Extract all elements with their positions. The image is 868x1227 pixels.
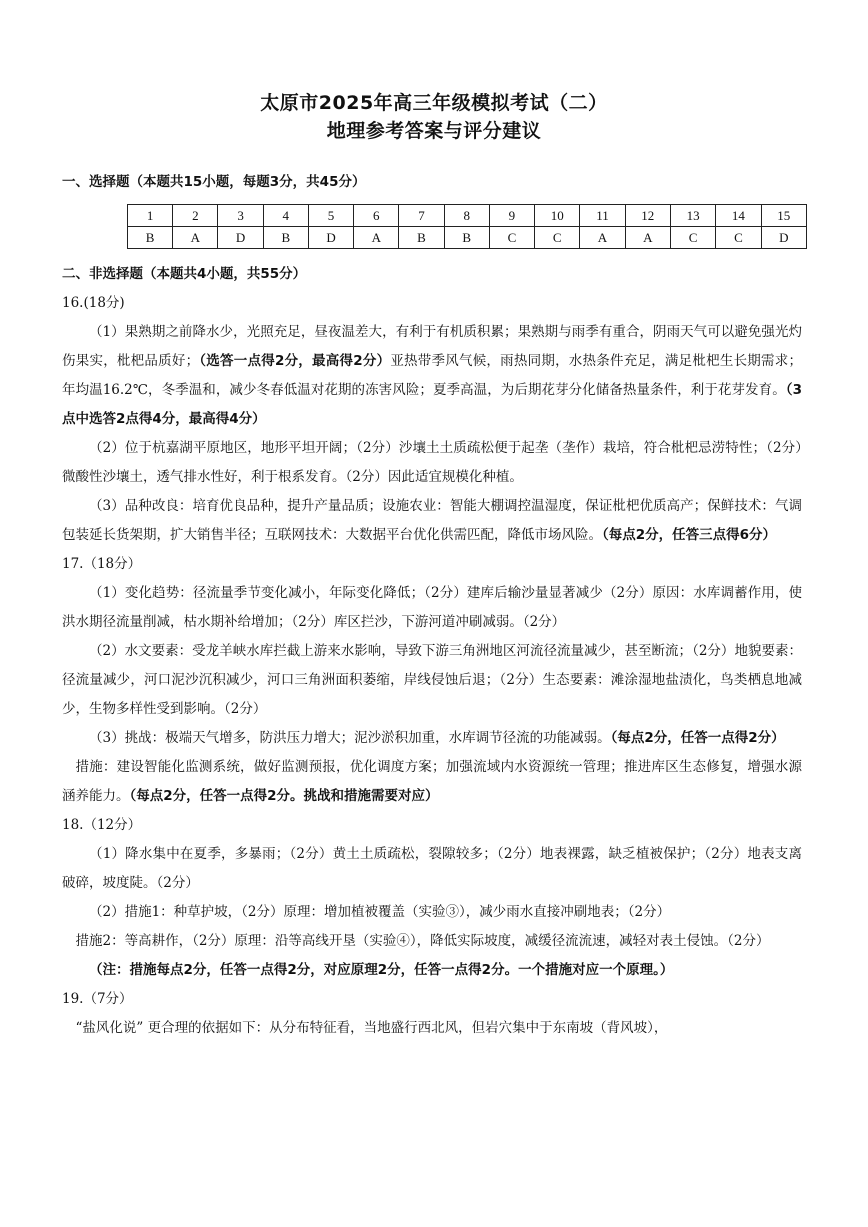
table-cell: 3 xyxy=(218,205,263,227)
table-cell: A xyxy=(354,227,399,249)
table-cell: 10 xyxy=(535,205,580,227)
q17-measures-text: 措施：建设智能化监测系统，做好监测预报，优化调度方案；加强流域内水资源统一管理；推进库区生态修复，增强水源涵养能力。 xyxy=(62,759,802,804)
q17-part1: （1）变化趋势：径流量季节变化减小，年际变化降低；（2分）建库后输沙量显著减少（2分）原因：水库调蓄作用，使洪水期径流量削减，枯水期补给增加；（2分）库区拦沙，下游河道冲刷减弱。（2分） xyxy=(62,585,802,630)
q16-part1 xyxy=(62,318,802,434)
q18-note: （注：措施每点2分，任答一点得2分，对应原理2分，任答一点得2分。一个措施对应一个原理。） xyxy=(89,962,674,978)
table-cell: B xyxy=(444,227,489,249)
table-cell: C xyxy=(489,227,534,249)
q18-part1: （1）降水集中在夏季，多暴雨；（2分）黄土土质疏松，裂隙较多；（2分）地表裸露，缺乏植被保护；（2分）地表支离破碎，坡度陡。（2分） xyxy=(62,846,802,891)
q17-part3-text: （3）挑战：极端天气增多，防洪压力增大；泥沙淤积加重，水库调节径流的功能减弱。 xyxy=(89,730,611,746)
answer-body xyxy=(62,289,802,1043)
table-cell: A xyxy=(625,227,670,249)
q17-part3 xyxy=(62,724,802,753)
q17-part3-scoring: （每点2分，任答一点得2分） xyxy=(610,730,785,746)
q16-part1-scoring2: （3点中选答2点得4分，最高得4分） xyxy=(62,382,802,427)
q17-measures-scoring: （每点2分，任答一点得2分。挑战和措施需要对应） xyxy=(129,788,439,804)
q16-part3-scoring: （每点2分，任答三点得6分） xyxy=(602,527,777,543)
table-cell: 13 xyxy=(670,205,715,227)
table-cell: 8 xyxy=(444,205,489,227)
table-cell: D xyxy=(761,227,806,249)
table-cell: 2 xyxy=(173,205,218,227)
page-title: 太原市2025年高三年级模拟考试（二） xyxy=(260,92,608,114)
question-number-row xyxy=(128,205,807,227)
table-cell: A xyxy=(173,227,218,249)
section1-heading: 一、选择题（本题共15小题，每题3分，共45分） xyxy=(62,174,366,190)
table-cell: 11 xyxy=(580,205,625,227)
q19-label: 19.（7分） xyxy=(62,991,133,1007)
answer-row xyxy=(128,227,807,249)
q18-label: 18.（12分） xyxy=(62,817,142,833)
choice-answer-table xyxy=(127,204,807,249)
q18-measure2: 措施2：等高耕作，（2分）原理：沿等高线开垦（实验④），降低实际坡度，减缓径流流速，减轻对表土侵蚀。（2分） xyxy=(75,933,770,949)
table-cell: A xyxy=(580,227,625,249)
table-cell: D xyxy=(218,227,263,249)
q16-part1-text: （1）果熟期之前降水少，光照充足，昼夜温差大，有利于有机质积累；果熟期与雨季有重合，阴雨天气可以避免强光灼伤果实，枇杷品质好； xyxy=(62,324,802,369)
table-cell: 5 xyxy=(308,205,353,227)
table-cell: 9 xyxy=(489,205,534,227)
table-cell: 7 xyxy=(399,205,444,227)
q17-measures xyxy=(62,753,802,811)
table-cell: B xyxy=(128,227,173,249)
q19-part1: “盐风化说” 更合理的依据如下：从分布特征看，当地盛行西北风，但岩穴集中于东南坡（背风坡）， xyxy=(75,1020,668,1036)
table-cell: 1 xyxy=(128,205,173,227)
q16-part2: （2）位于杭嘉湖平原地区，地形平坦开阔；（2分）沙壤土土质疏松便于起垄（垄作）栽培，符合枇杷忌涝特性；（2分）微酸性沙壤土，透气排水性好，利于根系发育。（2分）因此适宜规模化种植。 xyxy=(62,440,802,485)
table-cell: 14 xyxy=(716,205,761,227)
q17-label: 17.（18分） xyxy=(62,556,142,572)
table-cell: C xyxy=(535,227,580,249)
table-cell: 12 xyxy=(625,205,670,227)
table-cell: D xyxy=(308,227,353,249)
q18-part2: （2）措施1：种草护坡，（2分）原理：增加植被覆盖（实验③），减少雨水直接冲刷地表；（2分） xyxy=(89,904,671,920)
table-cell: C xyxy=(716,227,761,249)
q16-part3-text: （3）品种改良：培育优良品种，提升产量品质；设施农业：智能大棚调控温湿度，保证枇杷优质高产；保鲜技术：气调包装延长货架期，扩大销售半径；互联网技术：大数据平台优化供需匹配，降低市场风险。 xyxy=(62,498,802,543)
q16-part1-scoring: （选答一点得2分，最高得2分） xyxy=(199,353,391,369)
table-cell: 4 xyxy=(263,205,308,227)
table-cell: B xyxy=(263,227,308,249)
table-cell: B xyxy=(399,227,444,249)
q17-part2: （2）水文要素：受龙羊峡水库拦截上游来水影响，导致下游三角洲地区河流径流量减少，甚至断流；（2分）地貌要素：径流量减少，河口泥沙沉积减少，河口三角洲面积萎缩，岸线侵蚀后退；（2分）生态要素：滩涂湿地盐渍化，鸟类栖息地减少，生物多样性受到影响。（2分） xyxy=(62,643,802,717)
table-cell: 6 xyxy=(354,205,399,227)
q16-part1-text2: 亚热带季风气候，雨热同期，水热条件充足，满足枇杷生长期需求；年均温16.2℃，冬季温和，减少冬春低温对花期的冻害风险；夏季高温，为后期花芽分化储备热量条件，利于花芽发育。 xyxy=(62,353,802,398)
page-subtitle: 地理参考答案与评分建议 xyxy=(326,120,542,142)
table-cell: C xyxy=(670,227,715,249)
q16-label: 16.(18分) xyxy=(62,295,125,311)
table-cell: 15 xyxy=(761,205,806,227)
section2-heading: 二、非选择题（本题共4小题，共55分） xyxy=(62,266,307,282)
q16-part3 xyxy=(62,492,802,550)
